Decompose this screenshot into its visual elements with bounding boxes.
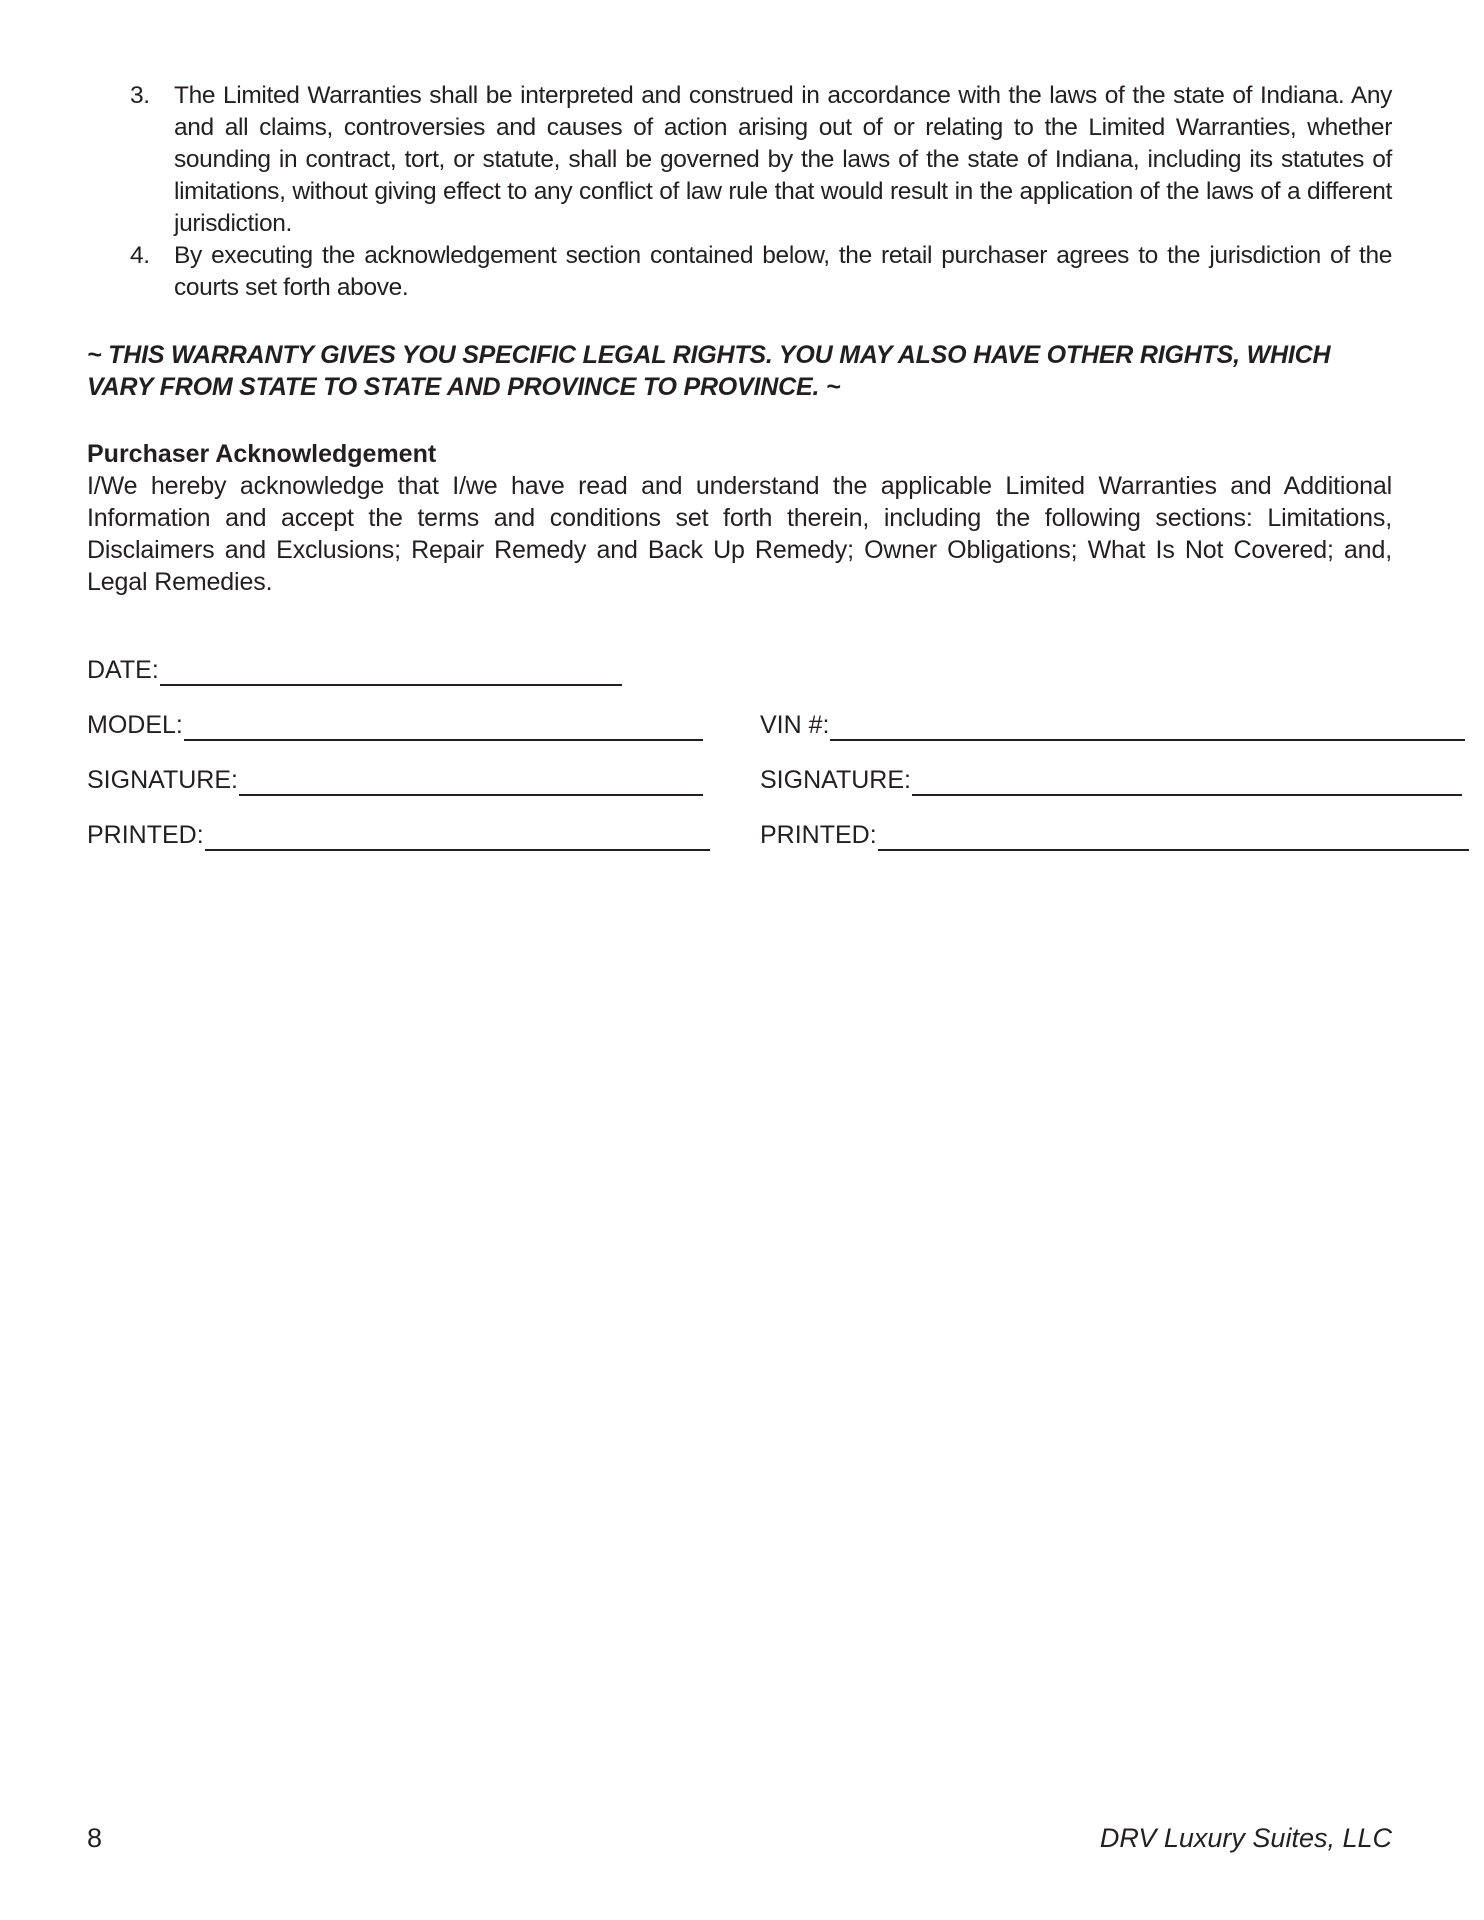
date-row (87, 654, 1397, 694)
acknowledgement-heading: Purchaser Acknowledgement (87, 440, 437, 468)
signature-left-field[interactable] (87, 764, 703, 796)
printed-row (87, 819, 1397, 859)
signature-right-line[interactable] (912, 768, 1462, 796)
printed-right-line[interactable] (878, 823, 1469, 851)
page-number: 8 (87, 1823, 103, 1853)
list-item (87, 80, 1392, 240)
vin-field[interactable] (760, 709, 1465, 741)
printed-left-label: PRINTED: (87, 821, 204, 849)
printed-right-field[interactable] (760, 819, 1469, 851)
list-item-number: 3. (130, 82, 150, 109)
printed-left-field[interactable] (87, 819, 710, 851)
document-body (87, 80, 1392, 598)
signature-right-label: SIGNATURE: (760, 766, 911, 794)
signature-left-label: SIGNATURE: (87, 766, 238, 794)
list-item-text: By executing the acknowledgement section contained below, the retail purchaser agrees to the jurisdiction of the courts set forth above. (174, 242, 1392, 301)
model-label: MODEL: (87, 711, 183, 739)
list-item-number: 4. (130, 242, 150, 269)
date-field[interactable] (87, 654, 622, 686)
warranty-notice: ~ THIS WARRANTY GIVES YOU SPECIFIC LEGAL RIGHTS. YOU MAY ALSO HAVE OTHER RIGHTS, WHICH VARY FROM STATE TO STATE AND PROVINCE TO PROVINCE. ~ (87, 341, 1331, 401)
date-line[interactable] (160, 658, 622, 686)
acknowledgement-text: I/We hereby acknowledge that I/we have read and understand the applicable Limited Warranties and Additional Information and accept the terms and conditions set forth therein, including the following sections: Limitations, Disclaimers and Exclusions; Repair Remedy and Back Up Remedy; Owner Obligations; What Is Not Covered; and, Legal Remedies. (87, 472, 1392, 596)
vin-line[interactable] (830, 713, 1465, 741)
printed-left-line[interactable] (205, 823, 710, 851)
company-name: DRV Luxury Suites, LLC (1099, 1823, 1392, 1853)
list-item-text: The Limited Warranties shall be interpreted and construed in accordance with the laws of the state of Indiana. Any and all claims, controversies and causes of action arising out of or relating to the Limited Warranties, whether sounding in contract, tort, or statute, shall be governed by the laws of the state of Indiana, including its statutes of limitations, without giving effect to any conflict of law rule that would result in the application of the laws of a different jurisdiction. (174, 82, 1392, 237)
signature-row (87, 764, 1397, 804)
model-vin-row (87, 709, 1397, 749)
list-item (87, 240, 1392, 304)
printed-right-label: PRINTED: (760, 821, 877, 849)
model-field[interactable] (87, 709, 703, 741)
terms-list (87, 80, 1392, 304)
signature-left-line[interactable] (239, 768, 703, 796)
signature-right-field[interactable] (760, 764, 1462, 796)
model-line[interactable] (184, 713, 703, 741)
date-label: DATE: (87, 656, 159, 684)
vin-label: VIN #: (760, 711, 830, 739)
